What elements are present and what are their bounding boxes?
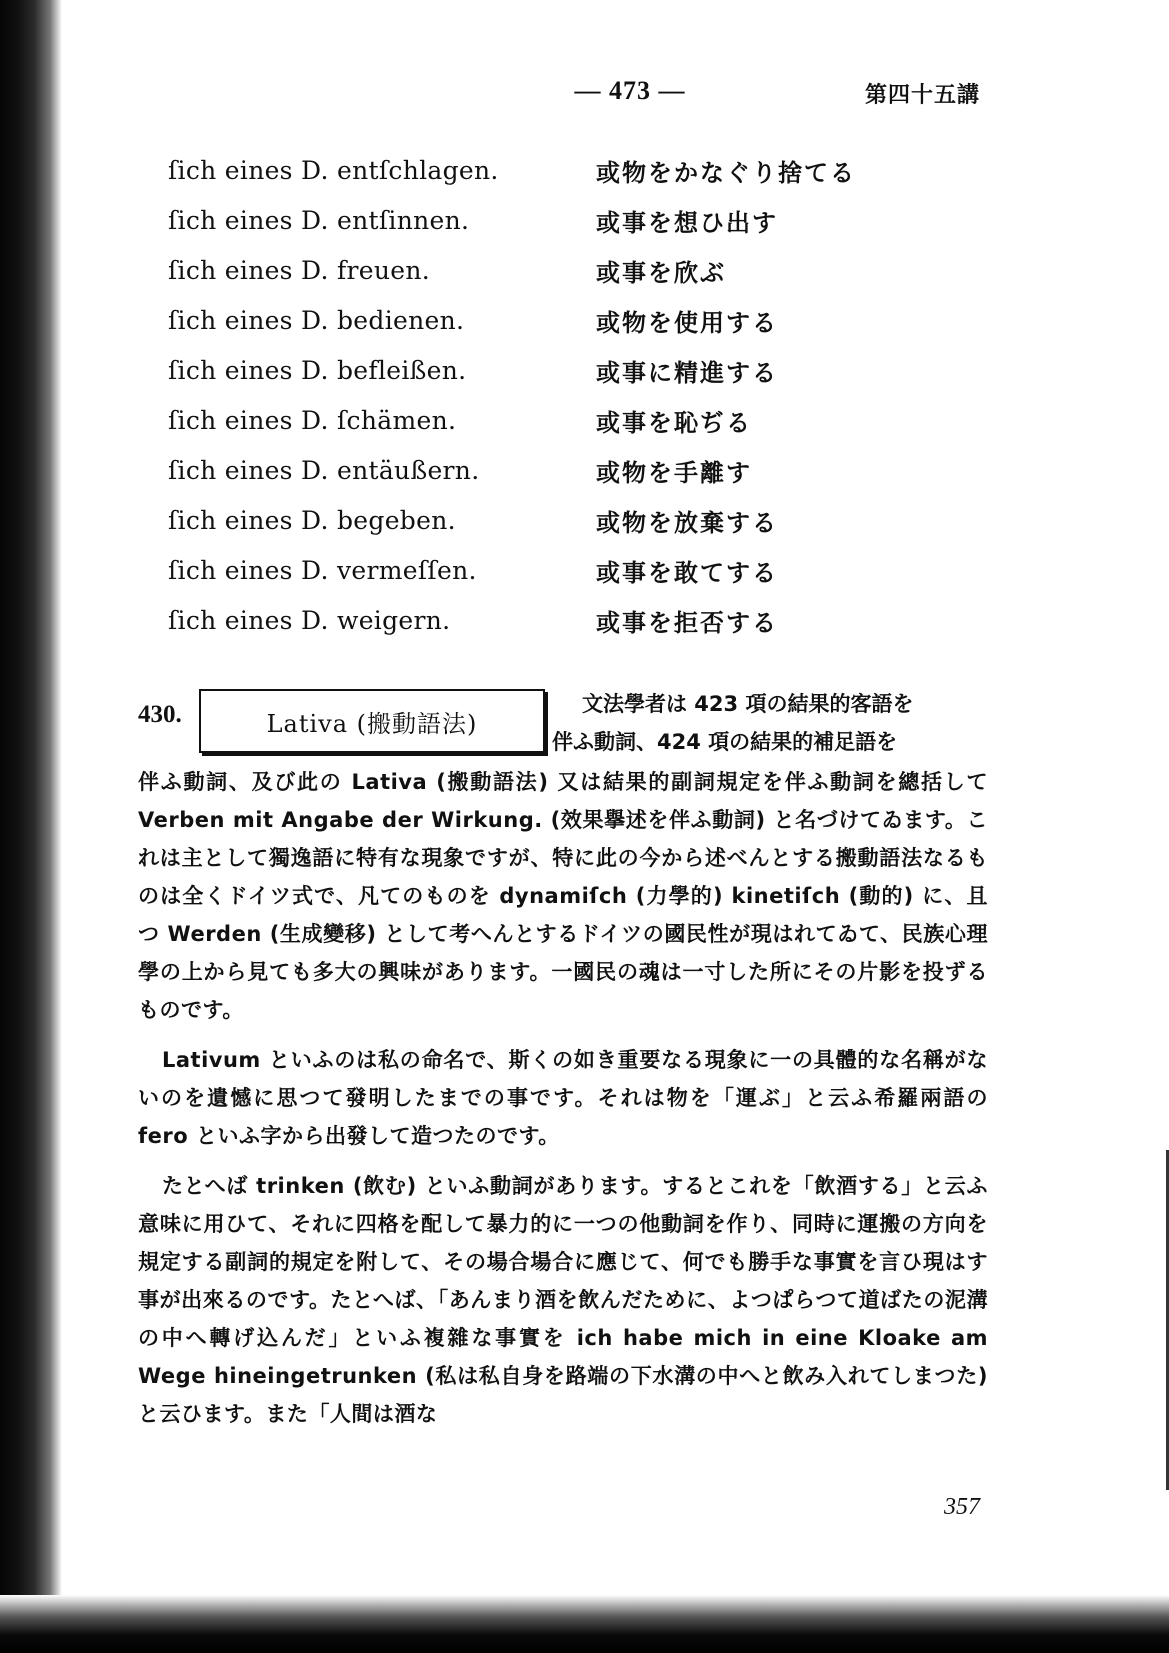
vocab-row — [168, 595, 928, 645]
vocab-german: ſich eines D. befleißen. — [168, 355, 467, 385]
vocab-japanese: 或事を恥ぢる — [596, 408, 752, 437]
page-number-bottom: 357 — [944, 1494, 980, 1520]
vocab-japanese: 或物を使用する — [596, 308, 778, 337]
vocab-row — [168, 195, 928, 245]
scan-bottom-edge — [0, 1595, 1169, 1653]
vocab-german: ſich eines D. entſchlagen. — [168, 155, 499, 185]
body-paragraph: Lativum といふのは私の命名で、斯くの如き重要なる現象に一の具體的な名稱がないのを遺憾に思つて發明したまでの事です。それは物を「運ぶ」と云ふ希羅兩語の fero といふ字から出發して造つたのです。 — [138, 1048, 988, 1148]
chapter-label: 第四十五講 — [864, 83, 980, 108]
body-paragraph: 伴ふ動詞、及び此の Lativa (搬動語法) 又は結果的副詞規定を伴ふ動詞を總括して Verben mit Angabe der Wirkung. (效果擧述を伴ふ動詞) と名づけてゐます。これは主として獨逸語に特有な現象ですが、特に此の今から述べんとする搬動語法なるものは全くドイツ式で、凡てのものを dynamiſch (力學的) kinetiſch (動的) に、且つ Werden (生成變移) として考へんとするドイツの國民性が現はれてゐて、民族心理學の上から見ても多大の興味があります。一國民の魂は一寸した所にその片影を投ずるものです。 — [138, 770, 988, 1022]
vocab-japanese: 或物を放棄する — [596, 508, 778, 537]
section-intro-line: 伴ふ動詞、424 項の結果的補足語を — [552, 730, 898, 754]
vocab-japanese: 或物を手離す — [596, 458, 752, 487]
vocab-row — [168, 295, 928, 345]
vocab-german: ſich eines D. begeben. — [168, 505, 456, 535]
vocab-japanese: 或事に精進する — [596, 358, 778, 387]
vocab-german: ſich eines D. freuen. — [168, 255, 431, 285]
section-title-box: Lativa (搬動語法) — [199, 689, 545, 753]
vocab-japanese: 或物をかなぐり捨てる — [596, 158, 856, 187]
vocab-german: ſich eines D. entäußern. — [168, 455, 480, 485]
vocab-row — [168, 395, 928, 445]
section-430 — [138, 685, 988, 1433]
vocab-german: ſich eines D. entſinnen. — [168, 205, 470, 235]
scan-left-edge — [0, 0, 62, 1653]
vocab-japanese: 或事を拒否する — [596, 608, 778, 637]
section-number: 430. — [138, 701, 182, 728]
section-intro-line: 文法學者は 423 項の結果的客語を — [582, 692, 914, 716]
body-paragraph: たとへば trinken (飲む) といふ動詞があります。するとこれを「飲酒する」と云ふ意味に用ひて、それに四格を配して暴力的に一つの他動詞を作り、同時に運搬の方向を規定する副詞的規定を附して、その場合場合に應じて、何でも勝手な事實を言ひ現はす事が出來るのです。たとへば、「あんまり酒を飲んだために、よつぱらつて道ばたの泥溝の中へ轉げ込んだ」といふ複雜な事實を ich habe mich in eine Kloake am Wege hineingetrunken (私は私自身を路端の下水溝の中へと飲み入れてしまつた) と云ひます。また「人間は酒な — [138, 1174, 988, 1426]
vocab-list — [168, 145, 928, 645]
vocab-japanese: 或事を欣ぶ — [596, 258, 726, 287]
vocab-german: ſich eines D. weigern. — [168, 605, 451, 635]
vocab-row — [168, 545, 928, 595]
page-header — [140, 76, 980, 116]
vocab-row — [168, 495, 928, 545]
vocab-row — [168, 145, 928, 195]
vocab-row — [168, 245, 928, 295]
vocab-japanese: 或事を想ひ出す — [596, 208, 778, 237]
section-intro — [552, 685, 988, 761]
section-head — [138, 685, 988, 763]
vocab-japanese: 或事を敢てする — [596, 558, 778, 587]
vocab-row — [168, 445, 928, 495]
page-number-top: — 473 — — [574, 76, 686, 105]
vocab-german: ſich eines D. vermeſſen. — [168, 555, 477, 585]
vocab-german: ſich eines D. ſchämen. — [168, 405, 457, 435]
vocab-german: ſich eines D. bedienen. — [168, 305, 465, 335]
vocab-row — [168, 345, 928, 395]
